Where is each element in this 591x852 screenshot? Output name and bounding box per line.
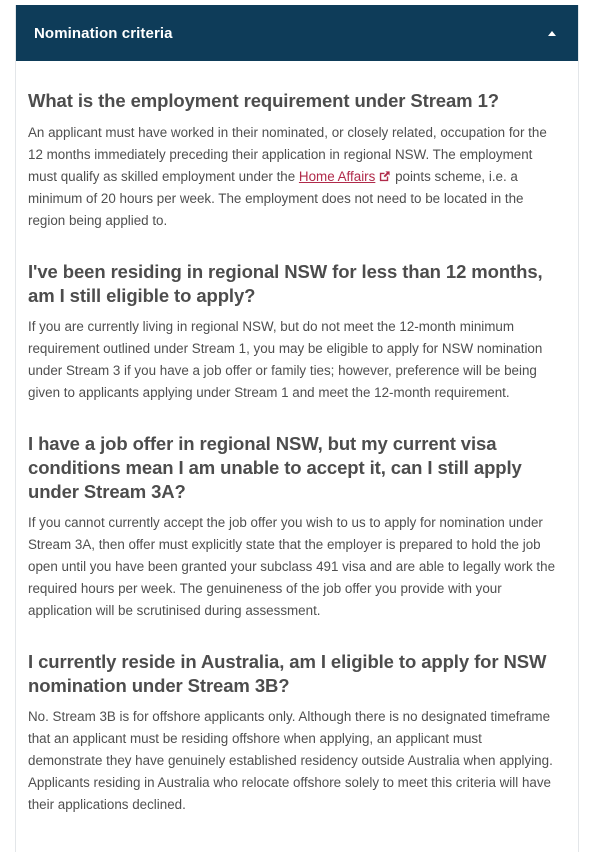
caret-up-icon[interactable]: [548, 31, 556, 36]
accordion-body: [16, 61, 578, 816]
faq-item: [28, 89, 556, 232]
faq-answer: If you are currently living in regional NSW, but do not meet the 12-month minimum requirement outlined under Stream 1, you may be eligible to apply for NSW nomination under Stream 3 if you have a job offer or family ties; however, preference will be being given to applicants applying under Stream 1 and meet the 12-month requirement.: [28, 319, 543, 400]
faq-item: [28, 650, 556, 816]
faq-question: I currently reside in Australia, am I eligible to apply for NSW nomination under Stream 3B?: [28, 651, 547, 696]
faq-question: I've been residing in regional NSW for less than 12 months, am I still eligible to apply?: [28, 261, 543, 306]
faq-answer: An applicant must have worked in their nominated, or closely related, occupation for the 12 months immediately preceding their application in regional NSW. The employment must qualify as skilled employment under the Home Affairs points scheme, i.e. a minimum of 20 hours per week. The employment does not need to be located in the region being applied to.: [28, 125, 547, 228]
faq-item: [28, 260, 556, 404]
accordion-header[interactable]: [16, 5, 578, 61]
accordion-title: Nomination criteria: [34, 24, 173, 42]
faq-item: [28, 432, 556, 622]
faq-answer: If you cannot currently accept the job offer you wish to us to apply for nomination under Stream 3A, then offer must explicitly state that the employer is prepared to hold the job open until you have been granted your subclass 491 visa and are able to legally work the required hours per week. The genuineness of the job offer you provide with your application will be scrutinised during assessment.: [28, 515, 556, 618]
faq-question: I have a job offer in regional NSW, but my current visa conditions mean I am unable to accept it, can I still apply under Stream 3A?: [28, 433, 522, 502]
faq-answer: No. Stream 3B is for offshore applicants only. Although there is no designated timeframe that an applicant must be residing offshore when applying, an applicant must demonstrate they have genuinely established residency outside Australia when applying. Applicants residing in Australia who relocate offshore solely to meet this criteria will have their applications declined.: [28, 709, 553, 812]
nomination-criteria-accordion: [15, 5, 579, 852]
home-affairs-link[interactable]: Home Affairs: [298, 169, 376, 184]
faq-question: What is the employment requirement under Stream 1?: [28, 90, 499, 111]
external-link-icon[interactable]: [378, 170, 391, 183]
